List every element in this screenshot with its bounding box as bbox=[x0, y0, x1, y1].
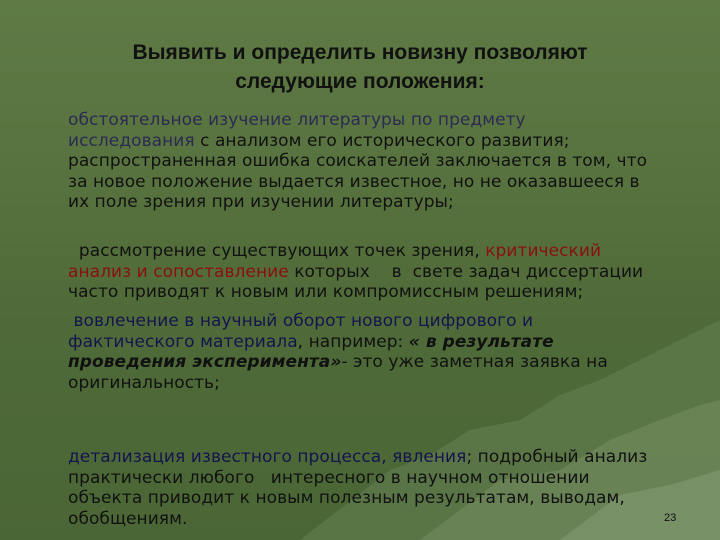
text-line: практически любого интересного в научном отношении bbox=[68, 467, 590, 488]
text-segment: исследования bbox=[68, 130, 195, 151]
paragraph-literature-study bbox=[68, 110, 678, 213]
text-line bbox=[68, 262, 678, 283]
bold-italic-text: « в результате bbox=[408, 331, 554, 352]
text-line: обстоятельное изучение литературы по предмету bbox=[68, 110, 526, 130]
highlight-navy-text: детализация известного процесса, явления bbox=[68, 447, 467, 467]
text-segment: ; подробный анализ bbox=[466, 447, 648, 467]
text-line: часто приводят к новым или компромиссным решениям; bbox=[68, 282, 584, 302]
title-line-2: следующие положения: bbox=[235, 70, 485, 93]
page-number: 23 bbox=[664, 512, 677, 524]
text-line: объекта приводит к новым полезным результатам, выводам, bbox=[68, 488, 625, 508]
text-line: вовлечение в научный оборот нового цифрового и bbox=[68, 311, 534, 331]
text-line: оригинальность; bbox=[68, 372, 220, 393]
text-segment: рассмотрение существующих точек зрения, bbox=[68, 241, 486, 261]
slide-title bbox=[60, 38, 660, 96]
bold-italic-text: проведения эксперимента» bbox=[68, 352, 342, 372]
highlight-red-text: критический bbox=[485, 241, 602, 261]
text-line: за новое положение выдается известное, но не оказавшееся в bbox=[68, 171, 640, 192]
title-line-1: Выявить и определить новизну позволяют bbox=[132, 41, 588, 64]
text-segment: с анализом его исторического развития; bbox=[194, 130, 570, 151]
highlight-navy-text: фактического материала bbox=[68, 331, 298, 352]
paragraph-detailing bbox=[68, 447, 678, 529]
paragraph-viewpoints bbox=[68, 241, 678, 303]
text-line bbox=[68, 131, 678, 152]
text-line: их поле зрения при изучении литературы; bbox=[68, 192, 454, 212]
text-line bbox=[68, 241, 678, 262]
text-line bbox=[68, 447, 678, 468]
text-line: обобщениям. bbox=[68, 508, 188, 529]
text-line: распространенная ошибка соискателей заключается в том, что bbox=[68, 151, 648, 171]
text-line bbox=[68, 352, 678, 373]
text-segment: - это уже заметная заявка на bbox=[341, 352, 608, 372]
text-segment: , например: bbox=[297, 331, 409, 352]
text-segment: которых в свете задач диссертации bbox=[288, 261, 644, 282]
text-line bbox=[68, 332, 678, 353]
highlight-red-text: анализ и сопоставление bbox=[68, 261, 289, 282]
paragraph-new-material bbox=[68, 311, 678, 393]
